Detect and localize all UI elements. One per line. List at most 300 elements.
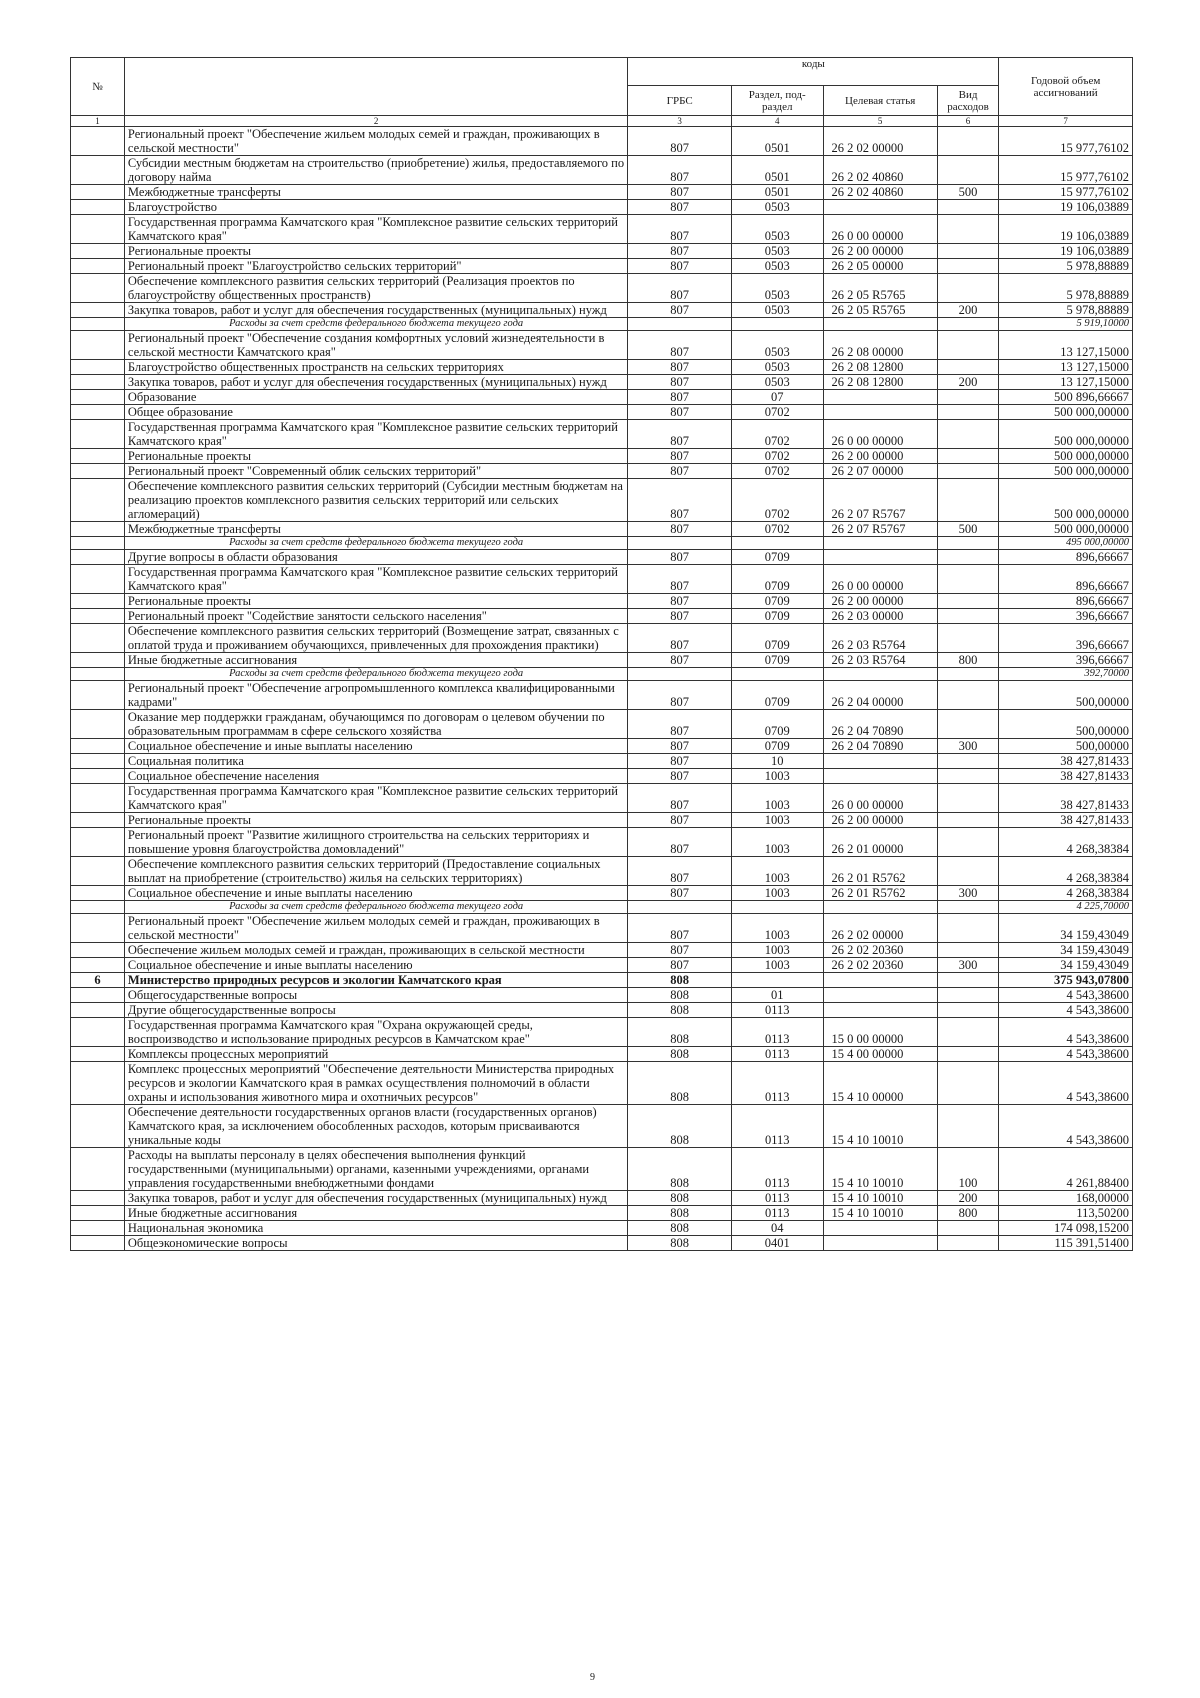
annual-amount-cell: 396,66667 [999,653,1133,668]
row-name-cell: Комплексы процессных мероприятий [124,1047,627,1062]
expense-type-cell [937,1047,998,1062]
expense-type-cell [937,449,998,464]
row-name-cell: Министерство природных ресурсов и экологии Камчатского края [124,973,627,988]
grbs-code-cell: 807 [628,331,732,360]
table-row [71,405,1133,420]
row-name-cell: Государственная программа Камчатского края "Комплексное развитие сельских территорий Камчатского края" [124,565,627,594]
razdel-code-cell: 0702 [731,405,823,420]
row-name-cell: Региональные проекты [124,244,627,259]
table-row [71,274,1133,303]
row-name-cell: Региональные проекты [124,813,627,828]
expense-type-cell: 300 [937,886,998,901]
annual-amount-cell: 4 261,88400 [999,1148,1133,1191]
expense-type-cell [937,244,998,259]
target-article-cell: 26 2 02 00000 [823,914,937,943]
target-article-cell: 26 2 07 R5767 [823,522,937,537]
row-number-cell [71,274,125,303]
grbs-code-cell: 808 [628,988,732,1003]
razdel-code-cell: 0503 [731,200,823,215]
grbs-code-cell: 807 [628,739,732,754]
razdel-code-cell [731,668,823,681]
column-number: 2 [124,116,627,127]
razdel-code-cell: 0709 [731,550,823,565]
header-codes: коды [628,58,999,86]
razdel-code-cell: 0503 [731,375,823,390]
row-number-cell [71,375,125,390]
razdel-code-cell: 0503 [731,360,823,375]
annual-amount-cell: 34 159,43049 [999,914,1133,943]
annual-amount-cell: 4 543,38600 [999,1062,1133,1105]
expense-type-cell [937,609,998,624]
header-vid: Вид расходов [937,86,998,116]
grbs-code-cell: 807 [628,215,732,244]
table-row [71,958,1133,973]
target-article-cell [823,1003,937,1018]
table-row [71,653,1133,668]
row-number-cell [71,405,125,420]
row-name-cell: Социальное обеспечение и иные выплаты населению [124,958,627,973]
row-number-cell [71,653,125,668]
header-sum: Годовой объем ассигнований [999,58,1133,116]
row-name-cell: Расходы за счет средств федерального бюджета текущего года [124,318,627,331]
expense-type-cell [937,331,998,360]
expense-type-cell [937,784,998,813]
expense-type-cell [937,215,998,244]
table-row [71,1018,1133,1047]
row-name-cell: Общегосударственные вопросы [124,988,627,1003]
row-name-cell: Социальное обеспечение населения [124,769,627,784]
table-row [71,420,1133,449]
razdel-code-cell: 0709 [731,609,823,624]
expense-type-cell [937,464,998,479]
target-article-cell: 26 2 01 00000 [823,828,937,857]
target-article-cell: 26 2 08 00000 [823,331,937,360]
annual-amount-cell: 174 098,15200 [999,1221,1133,1236]
annual-amount-cell: 34 159,43049 [999,943,1133,958]
row-number-cell [71,565,125,594]
table-row [71,1047,1133,1062]
razdel-code-cell: 0503 [731,303,823,318]
table-row [71,550,1133,565]
expense-type-cell: 300 [937,739,998,754]
row-name-cell: Социальное обеспечение и иные выплаты населению [124,886,627,901]
table-row [71,464,1133,479]
header-razdel: Раздел, под-раздел [731,86,823,116]
row-number-cell [71,522,125,537]
razdel-code-cell: 0702 [731,420,823,449]
table-row [71,259,1133,274]
table-row [71,886,1133,901]
annual-amount-cell: 495 000,00000 [999,537,1133,550]
expense-type-cell [937,943,998,958]
table-header [71,58,1133,127]
grbs-code-cell: 807 [628,550,732,565]
annual-amount-cell: 500 000,00000 [999,405,1133,420]
page-number: 9 [590,1672,595,1683]
annual-amount-cell: 896,66667 [999,550,1133,565]
table-row [71,479,1133,522]
target-article-cell [823,537,937,550]
table-row [71,244,1133,259]
row-number-cell [71,259,125,274]
razdel-code-cell: 1003 [731,886,823,901]
grbs-code-cell: 807 [628,594,732,609]
annual-amount-cell: 500,00000 [999,739,1133,754]
row-name-cell: Расходы на выплаты персоналу в целях обеспечения выполнения функций государственными (муниципальными) органами, казенными учреждениями, органами управления государственными внебюджетными фондами [124,1148,627,1191]
annual-amount-cell: 113,50200 [999,1206,1133,1221]
annual-amount-cell: 19 106,03889 [999,215,1133,244]
razdel-code-cell: 0702 [731,464,823,479]
table-row [71,769,1133,784]
grbs-code-cell: 807 [628,609,732,624]
annual-amount-cell: 4 543,38600 [999,988,1133,1003]
grbs-code-cell: 807 [628,828,732,857]
table-row [71,156,1133,185]
row-name-cell: Региональный проект "Обеспечение жильем молодых семей и граждан, проживающих в сельской местности" [124,914,627,943]
annual-amount-cell: 500 000,00000 [999,479,1133,522]
grbs-code-cell: 808 [628,1221,732,1236]
expense-type-cell [937,681,998,710]
row-number-cell [71,200,125,215]
grbs-code-cell: 807 [628,624,732,653]
row-name-cell: Закупка товаров, работ и услуг для обеспечения государственных (муниципальных) нужд [124,1191,627,1206]
grbs-code-cell: 807 [628,479,732,522]
row-name-cell: Государственная программа Камчатского края "Комплексное развитие сельских территорий Камчатского края" [124,215,627,244]
row-number-cell [71,1236,125,1251]
razdel-code-cell: 0709 [731,624,823,653]
target-article-cell: 15 0 00 00000 [823,1018,937,1047]
expense-type-cell [937,200,998,215]
razdel-code-cell: 0709 [731,594,823,609]
target-article-cell: 26 2 04 70890 [823,710,937,739]
target-article-cell [823,405,937,420]
federal-funds-row [71,537,1133,550]
row-name-cell: Закупка товаров, работ и услуг для обеспечения государственных (муниципальных) нужд [124,303,627,318]
razdel-code-cell: 1003 [731,914,823,943]
annual-amount-cell: 500 000,00000 [999,522,1133,537]
target-article-cell: 26 0 00 00000 [823,565,937,594]
row-name-cell: Общеэкономические вопросы [124,1236,627,1251]
expense-type-cell [937,1105,998,1148]
federal-funds-row [71,668,1133,681]
target-article-cell: 26 2 02 40860 [823,185,937,200]
grbs-code-cell: 807 [628,244,732,259]
row-name-cell: Закупка товаров, работ и услуг для обеспечения государственных (муниципальных) нужд [124,375,627,390]
grbs-code-cell: 807 [628,565,732,594]
row-number-cell [71,739,125,754]
expense-type-cell: 200 [937,375,998,390]
razdel-code-cell: 0501 [731,185,823,200]
target-article-cell [823,901,937,914]
target-article-cell: 26 0 00 00000 [823,784,937,813]
target-article-cell: 15 4 10 10010 [823,1148,937,1191]
row-name-cell: Общее образование [124,405,627,420]
header-statya: Целевая статья [823,86,937,116]
row-name-cell: Образование [124,390,627,405]
expense-type-cell [937,857,998,886]
expense-type-cell: 200 [937,1191,998,1206]
annual-amount-cell: 5 978,88889 [999,259,1133,274]
grbs-code-cell: 807 [628,464,732,479]
row-number-cell [71,1191,125,1206]
row-number-cell [71,550,125,565]
header-no: № [71,58,125,116]
annual-amount-cell: 4 225,70000 [999,901,1133,914]
expense-type-cell [937,973,998,988]
column-number-row [71,116,1133,127]
razdel-code-cell: 0702 [731,522,823,537]
row-number-cell [71,360,125,375]
grbs-code-cell: 807 [628,522,732,537]
expense-type-cell: 500 [937,522,998,537]
annual-amount-cell: 115 391,51400 [999,1236,1133,1251]
expense-type-cell [937,1221,998,1236]
expense-type-cell: 800 [937,1206,998,1221]
row-number-cell [71,769,125,784]
row-name-cell: Государственная программа Камчатского края "Охрана окружающей среды, воспроизводство и использование природных ресурсов в Камчатском крае" [124,1018,627,1047]
razdel-code-cell: 0113 [731,1206,823,1221]
row-number-cell [71,857,125,886]
table-row [71,594,1133,609]
razdel-code-cell: 0709 [731,565,823,594]
annual-amount-cell: 13 127,15000 [999,360,1133,375]
table-row [71,681,1133,710]
target-article-cell: 26 2 07 R5767 [823,479,937,522]
expense-type-cell [937,156,998,185]
razdel-code-cell: 0709 [731,681,823,710]
expense-type-cell [937,624,998,653]
grbs-code-cell: 808 [628,1047,732,1062]
row-name-cell: Другие общегосударственные вопросы [124,1003,627,1018]
target-article-cell: 26 2 04 70890 [823,739,937,754]
razdel-code-cell: 0113 [731,1191,823,1206]
row-number-cell [71,784,125,813]
grbs-code-cell: 808 [628,1191,732,1206]
table-row [71,1148,1133,1191]
target-article-cell [823,550,937,565]
row-name-cell: Иные бюджетные ассигнования [124,653,627,668]
annual-amount-cell: 500 000,00000 [999,464,1133,479]
column-number: 7 [999,116,1133,127]
grbs-code-cell: 807 [628,360,732,375]
row-number-cell [71,318,125,331]
annual-amount-cell: 896,66667 [999,594,1133,609]
annual-amount-cell: 19 106,03889 [999,200,1133,215]
target-article-cell: 26 2 04 00000 [823,681,937,710]
federal-funds-row [71,318,1133,331]
row-number-cell [71,624,125,653]
row-number-cell [71,1018,125,1047]
row-number-cell [71,594,125,609]
row-name-cell: Обеспечение комплексного развития сельских территорий (Предоставление социальных выплат на приобретение (строительство) жилья на сельских территориях) [124,857,627,886]
grbs-code-cell: 807 [628,958,732,973]
annual-amount-cell: 4 268,38384 [999,857,1133,886]
target-article-cell: 26 2 01 R5762 [823,857,937,886]
table-row [71,943,1133,958]
row-number-cell [71,537,125,550]
row-number-cell [71,958,125,973]
annual-amount-cell: 500 000,00000 [999,449,1133,464]
row-name-cell: Расходы за счет средств федерального бюджета текущего года [124,668,627,681]
federal-funds-row [71,901,1133,914]
column-number: 5 [823,116,937,127]
target-article-cell: 26 2 00 00000 [823,449,937,464]
target-article-cell: 26 2 02 20360 [823,943,937,958]
razdel-code-cell: 10 [731,754,823,769]
expense-type-cell [937,360,998,375]
target-article-cell: 26 0 00 00000 [823,420,937,449]
table-row [71,185,1133,200]
table-row [71,710,1133,739]
row-number-cell [71,156,125,185]
row-number-cell [71,828,125,857]
razdel-code-cell: 0702 [731,479,823,522]
razdel-code-cell: 0113 [731,1003,823,1018]
annual-amount-cell: 5 978,88889 [999,274,1133,303]
row-name-cell: Региональный проект "Содействие занятости сельского населения" [124,609,627,624]
razdel-code-cell: 1003 [731,769,823,784]
annual-amount-cell: 19 106,03889 [999,244,1133,259]
grbs-code-cell: 807 [628,200,732,215]
table-row [71,973,1133,988]
razdel-code-cell [731,901,823,914]
grbs-code-cell: 807 [628,886,732,901]
razdel-code-cell: 0501 [731,156,823,185]
table-row [71,828,1133,857]
razdel-code-cell: 0709 [731,653,823,668]
target-article-cell [823,200,937,215]
row-name-cell: Региональный проект "Обеспечение создания комфортных условий жизнедеятельности в сельской местности Камчатского края" [124,331,627,360]
razdel-code-cell: 1003 [731,943,823,958]
row-number-cell [71,914,125,943]
target-article-cell: 26 2 03 00000 [823,609,937,624]
table-row [71,1105,1133,1148]
grbs-code-cell: 808 [628,1236,732,1251]
annual-amount-cell: 4 543,38600 [999,1018,1133,1047]
row-name-cell: Обеспечение комплексного развития сельских территорий (Субсидии местным бюджетам на реализацию проектов комплексного развития сельских территорий или сельских агломераций) [124,479,627,522]
table-row [71,1003,1133,1018]
row-number-cell [71,901,125,914]
expense-type-cell [937,537,998,550]
target-article-cell: 15 4 10 10010 [823,1191,937,1206]
expense-type-cell [937,318,998,331]
target-article-cell: 26 2 07 00000 [823,464,937,479]
razdel-code-cell [731,973,823,988]
expense-type-cell [937,813,998,828]
budget-table-page [70,57,1133,1251]
expense-type-cell [937,550,998,565]
row-name-cell: Региональный проект "Благоустройство сельских территорий" [124,259,627,274]
expense-type-cell [937,769,998,784]
target-article-cell [823,973,937,988]
expense-type-cell [937,1062,998,1105]
annual-amount-cell: 38 427,81433 [999,769,1133,784]
row-name-cell: Обеспечение комплексного развития сельских территорий (Возмещение затрат, связанных с оплатой труда и проживанием обучающихся, привлеченных для прохождения практики) [124,624,627,653]
expense-type-cell [937,274,998,303]
grbs-code-cell: 808 [628,1062,732,1105]
expense-type-cell [937,828,998,857]
target-article-cell: 26 2 03 R5764 [823,624,937,653]
row-name-cell: Региональный проект "Развитие жилищного строительства на сельских территориях и повышение уровня благоустройства домовладений" [124,828,627,857]
grbs-code-cell: 808 [628,1148,732,1191]
annual-amount-cell: 15 977,76102 [999,127,1133,156]
table-body [71,127,1133,1251]
expense-type-cell [937,988,998,1003]
row-number-cell [71,449,125,464]
expense-type-cell [937,594,998,609]
annual-amount-cell: 4 543,38600 [999,1047,1133,1062]
table-row [71,1221,1133,1236]
row-name-cell: Региональный проект "Обеспечение жильем молодых семей и граждан, проживающих в сельской местности" [124,127,627,156]
annual-amount-cell: 13 127,15000 [999,331,1133,360]
table-row [71,565,1133,594]
table-row [71,331,1133,360]
target-article-cell: 15 4 10 10010 [823,1206,937,1221]
expense-type-cell [937,259,998,274]
row-name-cell: Межбюджетные трансферты [124,185,627,200]
annual-amount-cell: 15 977,76102 [999,156,1133,185]
razdel-code-cell: 1003 [731,813,823,828]
row-number-cell [71,710,125,739]
grbs-code-cell: 807 [628,375,732,390]
grbs-code-cell [628,318,732,331]
row-name-cell: Иные бюджетные ассигнования [124,1206,627,1221]
row-number-cell [71,1206,125,1221]
razdel-code-cell: 0113 [731,1062,823,1105]
row-name-cell: Обеспечение жильем молодых семей и граждан, проживающих в сельской местности [124,943,627,958]
row-number-cell [71,464,125,479]
annual-amount-cell: 4 543,38600 [999,1003,1133,1018]
grbs-code-cell: 807 [628,420,732,449]
expense-type-cell: 500 [937,185,998,200]
row-name-cell: Комплекс процессных мероприятий "Обеспечение деятельности Министерства природных ресурсов и экологии Камчатского края в рамках осуществления полномочий в области охраны и использования животного мира и охотничьих ресурсов" [124,1062,627,1105]
target-article-cell: 26 2 03 R5764 [823,653,937,668]
table-row [71,375,1133,390]
razdel-code-cell: 0113 [731,1018,823,1047]
annual-amount-cell: 500,00000 [999,710,1133,739]
target-article-cell: 26 2 00 00000 [823,813,937,828]
row-name-cell: Социальная политика [124,754,627,769]
annual-amount-cell: 396,66667 [999,609,1133,624]
expense-type-cell [937,405,998,420]
razdel-code-cell: 1003 [731,784,823,813]
razdel-code-cell: 0702 [731,449,823,464]
column-number: 3 [628,116,732,127]
razdel-code-cell: 01 [731,988,823,1003]
target-article-cell: 26 2 00 00000 [823,594,937,609]
row-number-cell [71,754,125,769]
razdel-code-cell: 1003 [731,857,823,886]
row-number-cell [71,609,125,624]
table-row [71,739,1133,754]
expense-type-cell [937,1236,998,1251]
expense-type-cell [937,1018,998,1047]
row-number-cell [71,331,125,360]
target-article-cell: 26 2 02 20360 [823,958,937,973]
razdel-code-cell: 0113 [731,1148,823,1191]
row-name-cell: Расходы за счет средств федерального бюджета текущего года [124,537,627,550]
row-name-cell: Межбюджетные трансферты [124,522,627,537]
target-article-cell: 26 2 05 R5765 [823,274,937,303]
table-row [71,784,1133,813]
row-name-cell: Благоустройство общественных пространств на сельских территориях [124,360,627,375]
expense-type-cell [937,565,998,594]
target-article-cell: 26 2 05 00000 [823,259,937,274]
row-name-cell: Субсидии местным бюджетам на строительство (приобретение) жилья, предоставляемого по договору найма [124,156,627,185]
row-name-cell: Региональные проекты [124,449,627,464]
expense-type-cell [937,668,998,681]
target-article-cell: 26 2 05 R5765 [823,303,937,318]
